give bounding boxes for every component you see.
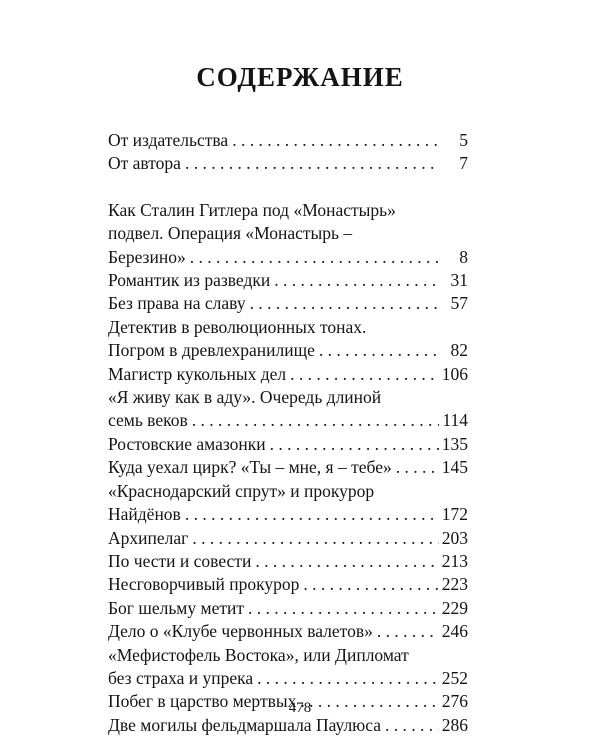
toc-entry-title: Магистр кукольных дел [108,363,287,384]
toc-entry-title-line: Детектив в революционных тонах. [108,316,367,337]
toc-entry [108,292,468,315]
toc-entry-last-line [108,597,468,620]
toc-entry-title-line: «Я живу как в аду». Очередь длиной [108,387,382,408]
dot-leader [270,433,439,456]
toc-entry-last-line [108,409,468,432]
toc-entry-page: 213 [441,550,468,571]
dot-leader [185,152,439,175]
toc-entry-page: 252 [441,667,468,688]
toc-entry-title: Романтик из разведки [108,270,271,291]
toc-entry [108,433,468,456]
toc-entry-page: 7 [459,153,468,174]
toc-entry-last-line [108,714,468,737]
dot-leader [396,456,439,479]
toc-entry-title: Две могилы фельдмаршала Паулюса [108,714,381,735]
toc-entry [108,269,468,292]
page-title: СОДЕРЖАНИЕ [196,62,404,92]
toc-entry-page: 106 [441,363,468,384]
dot-leader [303,573,438,596]
toc-entry [108,456,468,479]
toc-entry-last-line [108,152,468,175]
toc-entry-title-line: «Мефистофель Востока», или Дипломат [108,644,409,665]
toc-entry-page: 114 [442,410,468,431]
toc-entry-title: Без права на славу [108,293,246,314]
dot-leader [192,527,438,550]
toc-entry-title-line: «Краснодарский спрут» и прокурор [108,480,375,501]
page-number: 478 [288,700,312,716]
toc-entry-page: 57 [450,293,468,314]
toc-entry [108,597,468,620]
toc-entry-title: Березино» [108,246,186,267]
toc-entry-page: 31 [450,270,468,291]
dot-leader [250,292,439,315]
toc-entry-title: Несговорчивый прокурор [108,574,300,595]
toc-entry [108,480,468,527]
chapter-list [108,199,468,737]
toc-entry-title: без страха и упрека [108,667,254,688]
dot-leader [319,339,439,362]
toc-entry-last-line [108,620,468,643]
toc-entry-last-line [108,550,468,573]
toc-entry-page: 276 [441,691,468,712]
toc-entry-title: По чести и совести [108,550,252,571]
toc-entry-page: 203 [441,527,468,548]
toc-entry-title: Найдёнов [108,504,181,525]
toc-entry [108,573,468,596]
toc-entry-page: 135 [441,433,468,454]
toc-entry-page: 5 [459,130,468,150]
toc-entry [108,363,468,386]
toc-entry-page: 229 [441,597,468,618]
toc-entry-last-line [108,573,468,596]
toc-entry-title: От издательства [108,130,229,150]
section-gap [108,176,468,199]
dot-leader [385,714,439,737]
toc-entry-title: Архипелаг [108,527,189,548]
toc-entry [108,714,468,737]
toc-entry [108,644,468,691]
toc-entry-last-line [108,503,468,526]
toc-entry-title-line: подвел. Операция «Монастырь – [108,223,353,244]
toc-entry-last-line [108,527,468,550]
dot-leader [232,129,439,152]
toc-entry-last-line [108,292,468,315]
toc-entry [108,129,468,152]
dot-leader [274,269,439,292]
dot-leader [255,550,438,573]
dot-leader [190,246,439,269]
dot-leader [248,597,439,620]
toc-entry [108,527,468,550]
toc-entry-page: 286 [441,714,468,735]
toc-entry-last-line [108,129,468,152]
toc-entry-title: Куда уехал цирк? «Ты – мне, я – тебе» [108,457,392,478]
toc-entry-title: Погром в древлехранилище [108,340,315,361]
toc-entry-title-line: Как Сталин Гитлера под «Монастырь» [108,199,396,220]
toc-entry-page: 223 [441,574,468,595]
toc-entry-title: От автора [108,153,181,174]
toc-entry-title: Дело о «Клубе червонных валетов» [108,621,373,642]
toc-entry-page: 8 [459,246,468,267]
toc-entry-last-line [108,433,468,456]
toc-entry [108,316,468,363]
toc-entry-page: 145 [441,457,468,478]
toc-entry-page: 246 [441,621,468,642]
toc-entry-last-line [108,246,468,269]
toc-entry [108,386,468,433]
toc-entry-last-line [108,667,468,690]
dot-leader [377,620,439,643]
dot-leader [185,503,439,526]
toc-entry-last-line [108,456,468,479]
toc-entry-last-line [108,363,468,386]
toc-entry [108,550,468,573]
dot-leader [192,409,439,432]
toc-entry-page: 82 [450,340,468,361]
toc-entry-title: семь веков [108,410,188,431]
toc-entry [108,152,468,175]
toc-entry-last-line [108,269,468,292]
toc-entry-title: Бог шельму метит [108,597,245,618]
toc-entry-page: 172 [441,504,468,525]
toc-entry [108,620,468,643]
toc-entry-last-line [108,339,468,362]
front-matter-list [108,129,468,176]
toc-entry-title: Ростовские амазонки [108,433,266,454]
table-of-contents [108,129,468,737]
dot-leader [290,363,439,386]
toc-entry-title: Побег в царство мертвых [108,691,297,712]
toc-entry [108,199,468,269]
dot-leader [257,667,439,690]
